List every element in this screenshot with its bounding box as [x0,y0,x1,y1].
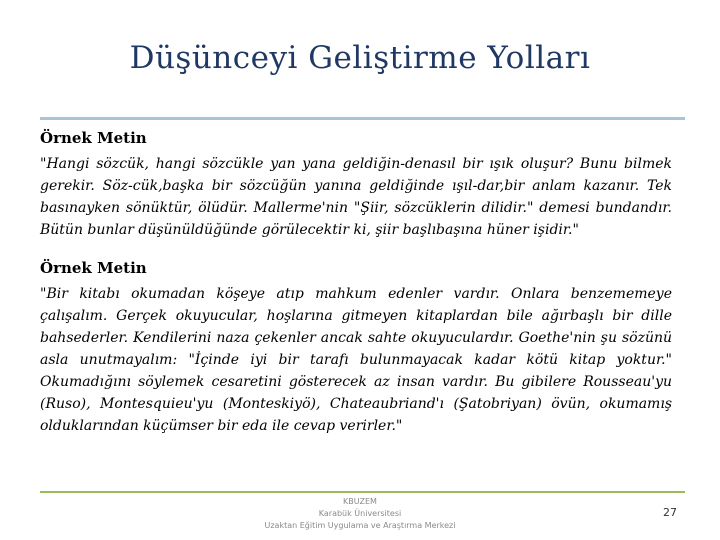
footer-center: Uzaktan Eğitim Uygulama ve Araştırma Merkezi [264,521,456,530]
footer-org: KBUZEM [343,497,377,506]
footer [250,496,470,532]
example-text: "Bir kitabı okumadan köşeye atıp mahkum edenler vardır. Onlara benzememeye çalışalım. Gerçek okuyucular, hoşlarına gitmeyen kitaplardan bile ağırbaşlı bir dille bahsederler. Kendilerini naza çekenler ancak sahte okuyuculardır. Goethe'nin şu sözünü asla unutmayalım: "İçinde iyi bir tarafı bulunmayacak kadar kötü kitap yoktur." Okumadığını söylemek cesaretini gösterecek az insan vardır. Bu gibilere Rousseau'yu (Ruso), Montesquieu'yu (Monteskiyö), Chateaubriand'ı (Şatobriyan) övün, okumamış olduklarından küçümser bir eda ile cevap verirler." [40,286,672,434]
slide-title: Düşünceyi Geliştirme Yolları [129,40,591,76]
page-number: 27 [663,506,677,519]
footer-university: Karabük Üniversitesi [318,509,402,518]
footer-divider [40,491,685,493]
title-divider [40,117,685,120]
example-heading: Örnek Metin [40,259,147,277]
example-text: "Hangi sözcük, hangi sözcükle yan yana geldiğin-denasıl bir ışık oluşur? Bunu bilmek gerekir. Söz-cük,başka bir sözcüğün yanına geldiğinde ışıl-dar,bir anlam kazanır. Tek basınayken sönüktür, ölüdür. Mallerme'nin "Şiir, sözcüklerin dilidir." demesi bundandır. Bütün bunlar düşünüldüğünde görülecektir ki, şiir başlıbaşına hüner işidir." [40,156,672,238]
example-block-1 [40,127,672,241]
example-block-2 [40,257,672,437]
slide-content [40,127,672,437]
example-heading: Örnek Metin [40,129,147,147]
